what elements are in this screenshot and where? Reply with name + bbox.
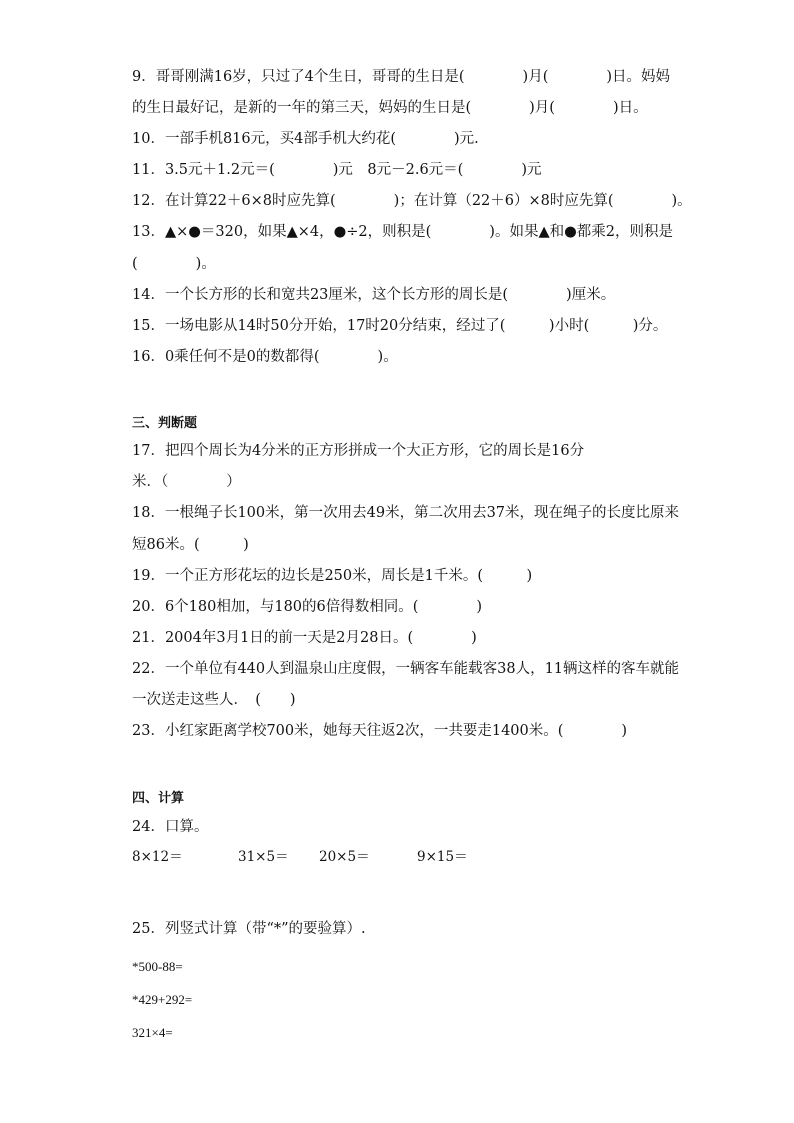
question-18-line-2: 短86米。( ) — [132, 537, 249, 553]
question-16: 16．0乘任何不是0的数都得( )。 — [132, 349, 398, 365]
question-14: 14．一个长方形的长和宽共23厘米，这个长方形的周长是( )厘米。 — [132, 287, 616, 303]
question-13-line-1: 13．▲×●＝320，如果▲×4，●÷2，则积是( )。如果▲和●都乘2，则积是 — [132, 224, 673, 240]
question-20: 20．6个180相加，与180的6倍得数相同。( ) — [132, 599, 483, 615]
question-18-line-1: 18．一根绳子长100米，第一次用去49米，第二次用去37米，现在绳子的长度比原来 — [132, 505, 680, 521]
question-12: 12．在计算22＋6×8时应先算( )；在计算（22＋6）×8时应先算( )。 — [132, 193, 692, 209]
question-21: 21．2004年3月1日的前一天是2月28日。( ) — [132, 630, 477, 646]
question-23: 23．小红家距离学校700米，她每天往返2次，一共要走1400米。( ) — [132, 723, 628, 739]
section-3-heading: 三、判断题 — [132, 416, 198, 431]
question-9-line-1: 9．哥哥刚满16岁，只过了4个生日，哥哥的生日是( )月( )日。妈妈 — [132, 69, 671, 85]
question-17-line-1: 17．把四个周长为4分米的正方形拼成一个大正方形，它的周长是16分 — [132, 443, 585, 459]
question-11: 11．3.5元＋1.2元＝( )元 8元－2.6元＝( )元 — [132, 162, 542, 178]
oral-item: 31×5＝ — [238, 849, 289, 865]
question-22-line-1: 22．一个单位有440人到温泉山庄度假，一辆客车能载客38人，11辆这样的客车就能 — [132, 661, 680, 677]
oral-item: 9×15＝ — [417, 849, 468, 865]
section-4-heading: 四、计算 — [132, 791, 185, 806]
question-10: 10．一部手机816元，买4部手机大约花( )元. — [132, 131, 479, 147]
question-15: 15．一场电影从14时50分开始，17时20分结束，经过了( )小时( )分。 — [132, 318, 668, 334]
question-24: 24．口算。 — [132, 819, 209, 835]
vertical-calc-item: *429+292= — [132, 992, 193, 1007]
question-19: 19．一个正方形花坛的边长是250米，周长是1千米。( ) — [132, 568, 533, 584]
vertical-calc-item: 321×4= — [132, 1025, 173, 1040]
question-22-line-2: 一次送走这些人． ( ) — [132, 692, 296, 708]
oral-item: 8×12＝ — [132, 849, 183, 865]
vertical-calc-item: *500-88= — [132, 959, 183, 974]
oral-item: 20×5＝ — [319, 849, 370, 865]
question-17-line-2: 米．（ ） — [132, 474, 241, 490]
question-9-line-2: 的生日最好记，是新的一年的第三天，妈妈的生日是( )月( )日。 — [132, 100, 648, 116]
question-25: 25．列竖式计算（带“*”的要验算）. — [132, 921, 366, 937]
question-13-line-2: ( )。 — [132, 256, 216, 272]
